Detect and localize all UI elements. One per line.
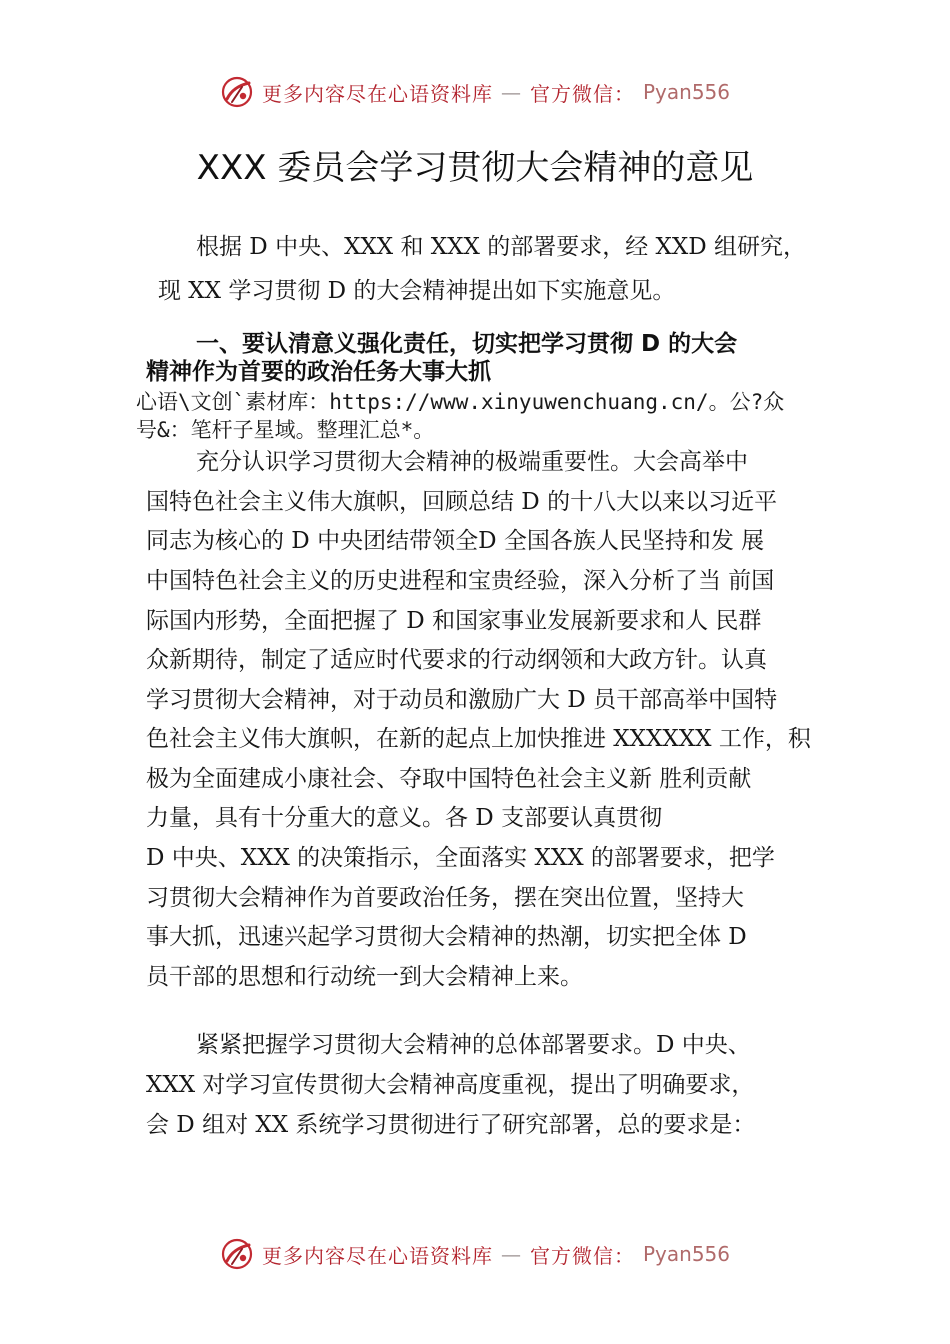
body-line: 国特色社会主义伟大旗帜，回顾总结 D 的十八大以来以习近平: [146, 489, 778, 515]
body-line: 际国内形势，全面把握了 D 和国家事业发展新要求和人 民群: [146, 608, 762, 634]
body-line: 极为全面建成小康社会、夺取中国特色社会主义新 胜利贡献: [146, 766, 752, 792]
section-heading: 精神作为首要的政治任务大事大抓: [146, 359, 491, 385]
source-note-line: 心语\文创`素材库：https://www.xinyuwenchuang.cn/。公?众: [136, 390, 785, 414]
document-title: XXX 委员会学习贯彻大会精神的意见: [196, 148, 754, 188]
footer-banner: [0, 1232, 950, 1276]
section-heading: 一、要认清意义强化责任，切实把学习贯彻 D 的大会: [196, 331, 738, 357]
header-banner: [0, 70, 950, 114]
brand-logo-icon: [220, 75, 254, 109]
header-brand-separator: —: [500, 80, 522, 104]
body-line: 充分认识学习贯彻大会精神的极端重要性。大会高举中: [196, 449, 748, 475]
body-line: 力量，具有十分重大的意义。各 D 支部要认真贯彻: [146, 805, 663, 831]
footer-brand-separator: —: [500, 1242, 522, 1266]
body-line: 紧紧把握学习贯彻大会精神的总体部署要求。D 中央、: [196, 1032, 751, 1058]
body-line: 员干部的思想和行动统一到大会精神上来。: [146, 964, 583, 990]
footer-wechat-label: 官方微信：: [529, 1243, 635, 1268]
body-line: XXX 对学习宣传贯彻大会精神高度重视，提出了明确要求，: [146, 1072, 755, 1098]
body-line: 学习贯彻大会精神，对于动员和激励广大 D 员干部高举中国特: [146, 687, 778, 713]
intro-line: 现 XX 学习贯彻 D 的大会精神提出如下实施意见。: [158, 278, 676, 304]
footer-wechat-handle: Pyan556: [642, 1242, 730, 1266]
body-line: 色社会主义伟大旗帜，在新的起点上加快推进 XXXXXX 工作，积: [146, 726, 811, 752]
footer-brand-text: 更多内容尽在心语资料库: [261, 1243, 493, 1268]
header-brand-text: 更多内容尽在心语资料库: [261, 81, 493, 106]
header-wechat-label: 官方微信：: [529, 81, 635, 106]
header-wechat-handle: Pyan556: [642, 80, 730, 104]
body-line: 事大抓，迅速兴起学习贯彻大会精神的热潮，切实把全体 D: [146, 924, 747, 950]
body-line: 中国特色社会主义的历史进程和宝贵经验，深入分析了当 前国: [146, 568, 775, 594]
intro-line: 根据 D 中央、XXX 和 XXX 的部署要求，经 XXD 组研究，: [196, 234, 807, 260]
body-line: D 中央、XXX 的决策指示，全面落实 XXX 的部署要求，把学: [146, 845, 775, 871]
source-note-line: 号&：笔杆子星域。整理汇总*。: [136, 418, 435, 442]
body-line: 习贯彻大会精神作为首要政治任务，摆在突出位置，坚持大: [146, 885, 744, 911]
brand-logo-icon: [220, 1237, 254, 1271]
body-line: 众新期待，制定了适应时代要求的行动纲领和大政方针。认真: [146, 647, 767, 673]
body-line: 会 D 组对 XX 系统学习贯彻进行了研究部署，总的要求是：: [146, 1112, 756, 1138]
body-line: 同志为核心的 D 中央团结带领全D 全国各族人民坚持和发 展: [146, 528, 765, 554]
